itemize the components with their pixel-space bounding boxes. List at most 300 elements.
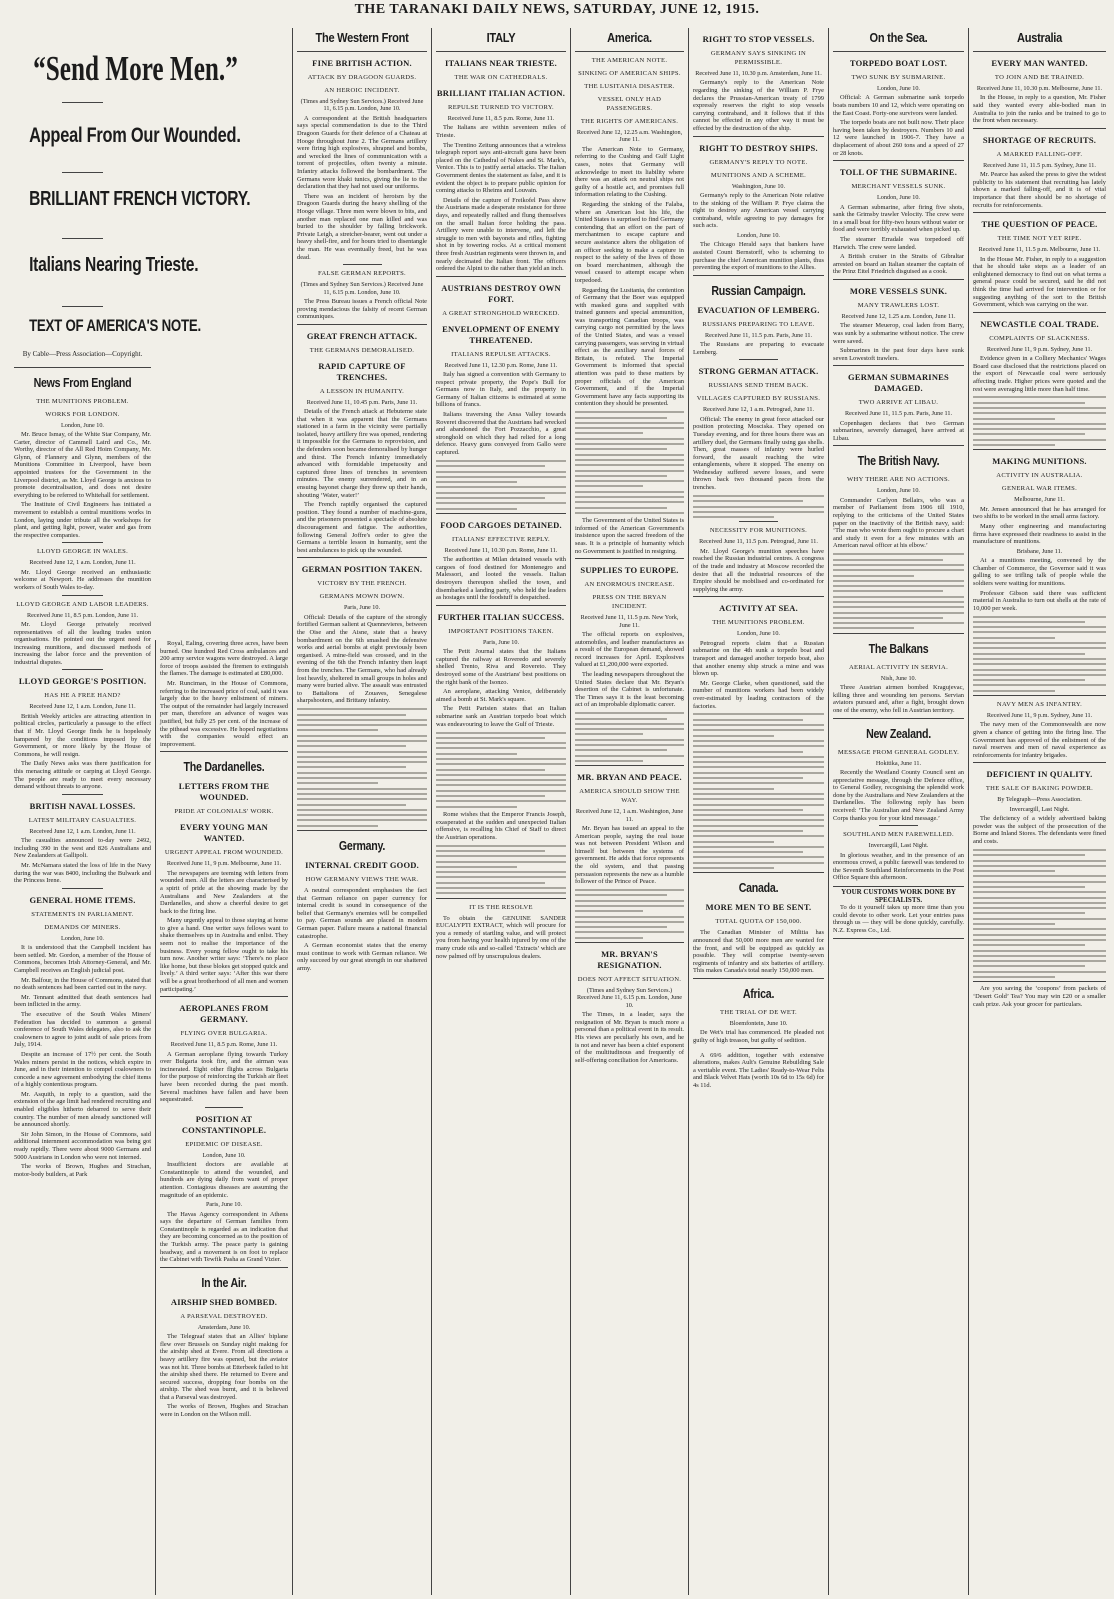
dateline: Received June 11, 10.45 p.m. Paris, June 11. <box>306 398 418 406</box>
illegible-text-line <box>693 777 803 779</box>
illegible-text-line <box>436 465 545 467</box>
subhead: GENERAL WAR ITEMS. <box>1001 485 1078 493</box>
article-paragraph: Germany's reply to the American Note relative to the sinking of the William P. Frye claims the right to destroy any American vessel carrying contraband, while agreeing to pay damages for such acts. <box>693 191 824 230</box>
illegible-text-line <box>575 937 643 939</box>
article-paragraph: Mr. Asquith, in reply to a question, said the extension of the age limit had rendered recruiting and enabled eligibles hitherto debarred to serve their country. The number of men already sanctioned will be announced shortly. <box>14 1090 151 1129</box>
subhead-bold: FOOD CARGOES DETAINED. <box>440 519 562 530</box>
illegible-text-line <box>436 887 566 889</box>
illegible-text-line <box>436 855 566 857</box>
illegible-text-line <box>575 926 667 928</box>
illegible-text-line <box>693 782 824 784</box>
article-paragraph: The works of Brown, Hughes and Strachan were in London on the Wilson mill. <box>160 1403 288 1419</box>
divider <box>436 898 566 899</box>
illegible-text-line <box>833 590 943 592</box>
divider <box>297 830 427 831</box>
illegible-text-line <box>575 475 667 477</box>
article-paragraph: A German aeroplane flying towards Turkey over Bulgaria took fire, and the airman was incinerated. Eight other flights across Bulgaria for the purpose of reinforcing the Turkish air fleet have been recorded during the past month. Several machines have fallen and have been sequestrated. <box>160 1050 288 1104</box>
illegible-text-line <box>297 798 427 800</box>
subhead: TWO SUNK BY SUBMARINE. <box>851 74 946 81</box>
illegible-text-line <box>297 745 406 747</box>
illegible-text-line <box>436 876 566 878</box>
headline-appeal: Appeal From Our Wounded. <box>29 124 241 147</box>
illegible-text-line <box>833 585 964 587</box>
subhead: ITALIANS' EFFECTIVE REPLY. <box>452 535 550 543</box>
illegible-text-line <box>575 480 684 482</box>
subhead: PRESS ON THE BRYAN INCIDENT. <box>592 594 667 611</box>
divider <box>436 51 566 52</box>
illegible-text-line <box>693 766 824 768</box>
article-paragraph: Mr. Jensen announced that he has arranged for two shifts to be worked in the small arms factory. <box>973 505 1106 521</box>
dateline: Bloemfontein, June 10. <box>729 1019 788 1027</box>
illegible-text-line <box>693 751 803 753</box>
headline-send-more-men: “Send More Men.” <box>33 49 238 88</box>
illegible-text-line <box>693 835 824 837</box>
illegible-text-line <box>973 860 1106 862</box>
subhead-bold: ENVELOPMENT OF ENEMY THREATENED. <box>442 323 560 345</box>
article-paragraph: The Daily News asks was there justification for this menacing attitude or carping at Lloyd George. The people are ready to meet every necessary demand without threats to anyone. <box>14 760 151 791</box>
article-paragraph: The authorities at Milan detained vessels with cargoes of food destined for Montenegro and Malessori, and looted the vessels. Italian destroyers thereupon shelled the town, and disembarked a landing party, who held the leaders as hostages until the foodstuff is despatched. <box>436 556 566 602</box>
dateline: Received June 11, 8.5 p.m. London, June 11. <box>26 611 139 619</box>
divider <box>62 172 103 173</box>
article-paragraph: Three Austrian airmen bombed Kragujevac, killing three and wounding ten persons. Servian aviators pursued and, after a fight, brought down one of the enemy, who fell in Austrian territory. <box>833 684 964 714</box>
dateline: Received June 11, 11.5 p.m. Sydney, June 11. <box>983 161 1096 169</box>
subhead: STATEMENTS IN PARLIAMENT. <box>31 910 134 918</box>
byline: By Telegraph—Press Association. <box>997 796 1082 804</box>
subhead: URGENT APPEAL FROM WOUNDED. <box>164 849 284 857</box>
article-paragraph: De Wet's trial has commenced. He pleaded not guilty of high treason, but guilty of sedition. <box>693 1029 824 1044</box>
article-paragraph: Professor Gibson said there was sufficient material in Australia to turn out shells at the rate of 10,000 per week. <box>973 589 1106 612</box>
divider <box>436 605 566 606</box>
illegible-text-line <box>575 916 684 918</box>
divider <box>343 264 382 265</box>
advert-heading: IT IS THE RESOLVE <box>469 903 533 911</box>
dateline: Received June 11, 10.30 p.m. Amsterdam, June 11. <box>695 70 822 77</box>
illegible-text-line <box>693 506 824 508</box>
subhead: A GREAT STRONGHOLD WRECKED. <box>442 309 560 317</box>
dateline: London, June 10. <box>877 85 920 92</box>
subhead: THE AMERICAN NOTE. <box>591 57 668 64</box>
subhead: ITALIANS REPULSE ATTACKS. <box>451 350 551 358</box>
illegible-text-line <box>973 854 1085 856</box>
article-paragraph: The French rapidly organised the captured position. They found a number of machine-guns, and the prisoners presented a spectacle of absolute discouragement and fatigue. The authorities, following General Joffre's order to give the Germans a terrible lesson in humanity, sent the best ambulances to pick up the wounded. <box>297 501 427 554</box>
subhead: PRIDE AT COLONIALS' WORK. <box>174 808 274 816</box>
article-paragraph: The American Note to Germany, referring to the Cushing and Gulf Light cases, notes that Germany will acknowledge to meet its liability where there was an attack on neutral ships not guilty of a hostile act, and promises full information relating to the Cushing. <box>575 145 684 199</box>
illegible-text-line <box>575 894 667 896</box>
dateline: Received June 11, 11.5 p.m. New York, June 11. <box>580 614 679 629</box>
illegible-text-line <box>575 454 684 456</box>
divider <box>833 718 964 719</box>
advert-text: To do it yourself takes up more time than you could devote to other work. Let your entries pass through us — they will be done quickly, carefully. N.Z. Express Co., Ltd. <box>833 904 964 934</box>
divider <box>693 275 824 276</box>
dateline: Nish, June 10. <box>880 674 917 682</box>
illegible-text-line <box>436 779 566 781</box>
divider <box>973 762 1106 763</box>
illegible-text-line <box>436 866 517 868</box>
illegible-text-line <box>436 769 545 771</box>
illegible-text-line <box>436 497 545 499</box>
dateline: Received June 11, 11.5 p.m. Petrograd, June 11. <box>699 538 818 546</box>
subhead: AMERICA SHOULD SHOW THE WAY. <box>579 788 680 805</box>
divider <box>62 888 103 889</box>
divider <box>973 51 1106 52</box>
subhead-bold: AUSTRIANS DESTROY OWN FORT. <box>441 282 561 304</box>
illegible-text-line <box>297 714 406 716</box>
subhead: TO JOIN AND BE TRAINED. <box>994 74 1085 81</box>
article-paragraph: Mr. Lloyd George privately received representatives of all the leading trades union organisations. He pointed out the urgent need for increasing munitions, and discussed methods of increasing the labor force and the prevention of industrial disputes. <box>14 620 151 666</box>
article-paragraph: The deficiency of a widely advertised baking powder was the subject of the prosecution of the Borne and Inland Stores. The defendants were fined and costs. <box>973 815 1106 846</box>
article-paragraph: There was an incident of heroism by the Dragoon Guards during the heavy shelling of the Hooge village. Three men were blown to bits, and another man replaced one man killed and was buried to the shoulder by falling brickwork. Private Leigh, a stretcher-bearer, went out under a heavy shell-fire, and for hours tried to disentangle the man. He was eventually freed, but he was dead. <box>297 192 427 261</box>
article-paragraph: The Canadian Minister of Militia has announced that 50,000 more men are wanted for the front, and will be equipped as quickly as possible. They will comprise twenty-seven regiments of infantry and six batteries of artillery. This makes Canada's total nearly 150,000 men. <box>693 929 824 975</box>
subhead: FALSE GERMAN REPORTS. <box>317 270 407 278</box>
illegible-text-line <box>973 642 1106 644</box>
dateline: Received June 11, 11.5 p.m. Paris, June 11. <box>844 410 953 418</box>
subhead-bold: FINE BRITISH ACTION. <box>312 58 412 68</box>
section-germany: Germany. <box>338 839 386 854</box>
article-paragraph: Mr. George Clarke, when questioned, said the number of munitions workers had been widely over-estimated by leading contractors of the factories. <box>693 679 824 710</box>
illegible-text-line <box>973 971 1106 973</box>
article-paragraph: Copenhagen declares that two German submarines, severely damaged, have arrived at Libau. <box>833 419 964 442</box>
advert-text: To obtain the GENUINE SANDER EUCALYPTI EXTRACT, which will procure for you a remedy of startling value, and will protect you from having your health injured by one of the many crude oils and so-called ‘Extracts’ which are now palmed off by unscrupulous dealers. <box>436 914 566 960</box>
divider <box>833 445 964 446</box>
illegible-text-line <box>693 841 774 843</box>
subhead: GERMANS MOWN DOWN. <box>319 593 405 601</box>
illegible-text-line <box>833 617 943 619</box>
illegible-text-line <box>297 766 406 768</box>
subhead: THE MUNITIONS PROBLEM. <box>36 397 129 405</box>
illegible-text-line <box>693 814 824 816</box>
divider <box>160 751 288 752</box>
divider <box>62 794 103 795</box>
illegible-text-line <box>575 438 684 440</box>
illegible-text-line <box>575 718 667 720</box>
illegible-text-line <box>575 448 667 450</box>
article-paragraph: Mr. Runciman, in the House of Commons, referring to the increased price of coal, said it was largely due to the heavy enlistment of miners. The output of the remainder had largely increased per man, therefore an advance of wages was justified, but fully 25 per cent. of the increase of the pithead was excessive. He hoped negotiations with the companies would effect an improvement. <box>160 679 288 748</box>
illegible-text-line <box>436 850 545 852</box>
subhead: ATTACK BY DRAGOON GUARDS. <box>307 74 417 81</box>
divider <box>973 981 1106 982</box>
subhead: DEMANDS OF MINERS. <box>44 923 121 931</box>
illegible-text-line <box>575 910 643 912</box>
column-header-australia: Australia <box>1017 30 1062 45</box>
article-paragraph: In the House Mr. Fisher, in reply to a suggestion that he should take steps as a leader of an enlightened democracy to find out on what terms a general peace could be secured, said he did not think the time had arrived for intervention or for suggesting anything of the sort to the British Government, which was carrying on the war. <box>973 255 1106 309</box>
article-paragraph: Recently the Westland County Council sent an appreciative message, through the Defence office, to General Godley, recognising the splendid work done by the Australians and New Zealanders at the Dardanelles. The following reply has been received: ‘The Australian and New Zealand Army Corps thanks you for your kind message.’ <box>833 768 964 822</box>
section-canada: Canada. <box>738 881 779 896</box>
subhead-bold: LLOYD GEORGE'S POSITION. <box>18 676 147 687</box>
illegible-text-line <box>436 790 566 792</box>
subhead-bold: RIGHT TO STOP VESSELS. <box>702 34 815 44</box>
dateline: Received June 11, 9 p.m. Sydney, June 11. <box>986 345 1093 353</box>
dateline: (Times and Sydney Sun Services.) Received June 11, 6.15 p.m. London, June 10. <box>300 98 424 113</box>
divider <box>739 1048 778 1049</box>
subhead-bold: MR. BRYAN AND PEACE. <box>577 772 682 783</box>
subhead: AN HEROIC INCIDENT. <box>324 87 400 94</box>
dateline: Received June 11, 8.5 p.m. Rome, June 11. <box>447 115 555 122</box>
subhead: WORKS FOR LONDON. <box>45 410 120 418</box>
subhead: LLOYD GEORGE IN WALES. <box>36 548 129 556</box>
illegible-text-line <box>973 907 1106 909</box>
illegible-text-line <box>297 819 427 821</box>
subhead: VILLAGES CAPTURED BY RUSSIANS. <box>696 395 821 403</box>
illegible-text-line <box>436 806 517 808</box>
dateline: Received June 12, 1 a.m. London, June 11. <box>29 703 136 711</box>
article-paragraph: Sir John Simon, in the House of Commons, said additional internment accommodation was being got ready rapidly. There were about 9000 Germans and 5000 Austrians in London who were not interned. <box>14 1130 151 1161</box>
subhead: EPIDEMIC OF DISEASE. <box>185 1140 263 1148</box>
illegible-text-line <box>297 761 427 763</box>
article-paragraph: Mr. Pearce has asked the press to give the widest publicity to his statement that recruiting has lately shown a marked falling-off, and it is of vital importance that there should be no shortage of recruits for reinforcements. <box>973 171 1106 209</box>
illegible-text-line <box>436 471 566 473</box>
article-paragraph: Rome wishes that the Emperor Francis Joseph, exasperated at the sudden and unexpected Italian offensive, is recalling his Chief of Staff to direct the Austrian operations. <box>436 810 566 841</box>
subhead: COMPLAINTS OF SLACKNESS. <box>989 334 1090 342</box>
article-paragraph: British Weekly articles are attracting attention in political circles, particularly a passage to the effect that if Mr. Lloyd George finds he is hopelessly hampered by the conditions imposed by the Government, or more likely by the House of Commons, he will resign. <box>14 712 151 758</box>
illegible-text-line <box>436 845 566 847</box>
subhead-bold: DEFICIENT IN QUALITY. <box>986 769 1093 780</box>
article-paragraph: A British cruiser in the Straits of Gibraltar arrested on board an Italian steamer the captain of the Prinz Eitel Friedrich disguised as a cook. <box>833 253 964 276</box>
dateline: Received June 12, 1 a.m. London, June 11. <box>29 827 136 835</box>
illegible-text-line <box>693 729 824 731</box>
section-in-the-air: In the Air. <box>201 1275 247 1290</box>
advert-text: Are you saving the ‘coupons’ from packets of ‘Desert Gold’ Tea? You may win £20 or a smaller cash prize. Ask your grocer for particulars. <box>973 985 1106 1008</box>
column-2 <box>155 640 292 1595</box>
subhead-bold: LETTERS FROM THE WOUNDED. <box>178 781 270 803</box>
illegible-text-line <box>575 744 684 746</box>
article-paragraph: The Government of the United States is informed of the American Government's insistence upon the sacred freedom of the seas. It is a principle of humanity which no Government is justified in resigning. <box>575 517 684 555</box>
subhead: MERCHANT VESSELS SUNK. <box>851 183 946 191</box>
article-paragraph: The casualties announced to-day were 2492, including 390 in the west and 826 Australians and New Zealanders at Gallipoli. <box>14 837 151 860</box>
subhead: HOW GERMANY VIEWS THE WAR. <box>305 876 419 884</box>
illegible-text-line <box>297 719 427 721</box>
dateline: (Times and Sydney Sun Services.) Received June 11, 6.15 p.m. London, June 10. <box>300 281 424 296</box>
illegible-text-line <box>693 846 824 848</box>
subhead: GERMANY SAYS SINKING IN PERMISSIBLE. <box>710 50 807 66</box>
illegible-text-line <box>436 481 517 483</box>
illegible-text-line <box>575 749 667 751</box>
divider <box>973 449 1106 450</box>
dateline: Received June 11, 11.5 p.m. Paris, June 11. <box>704 331 813 339</box>
illegible-text-line <box>973 412 1106 414</box>
column-5 <box>570 28 688 1595</box>
illegible-text-line <box>297 793 427 795</box>
illegible-text-line <box>833 612 964 614</box>
illegible-text-line <box>297 724 427 726</box>
illegible-text-line <box>693 804 824 806</box>
illegible-text-line <box>693 851 803 853</box>
illegible-text-line <box>833 564 964 566</box>
illegible-text-line <box>436 882 545 884</box>
illegible-text-line <box>833 569 964 571</box>
section-british-navy: The British Navy. <box>857 454 940 469</box>
illegible-text-line <box>973 423 1106 425</box>
masthead: THE TARANAKI DAILY NEWS, SATURDAY, JUNE 12, 1915. <box>354 2 760 17</box>
dateline: Paris, June 10. <box>343 604 381 612</box>
illegible-text-line <box>973 891 1106 893</box>
dateline: London, June 10. <box>202 1151 246 1159</box>
illegible-text-line <box>436 737 545 739</box>
subhead-bold: RAPID CAPTURE OF TRENCHES. <box>318 360 406 382</box>
illegible-text-line <box>693 719 803 721</box>
illegible-text-line <box>436 508 517 510</box>
subhead-bold: GENERAL HOME ITEMS. <box>29 894 136 905</box>
illegible-text-line <box>693 500 803 502</box>
dateline: London, June 10. <box>737 231 780 239</box>
byline: By Cable—Press Association—Copyright. <box>22 350 143 358</box>
illegible-text-line <box>973 902 1106 904</box>
illegible-text-line <box>693 516 774 518</box>
subhead-bold: NEWCASTLE COAL TRADE. <box>980 318 1099 329</box>
illegible-text-line <box>833 596 964 598</box>
illegible-text-line <box>436 800 566 802</box>
advert-title: YOUR CUSTOMS WORK DONE BY SPECIALISTS. <box>841 887 956 904</box>
illegible-text-line <box>297 825 378 827</box>
illegible-text-line <box>973 960 1106 962</box>
article-paragraph: Details of the French attack at Hebuterne state that when it was apparent that the Germans stationed in a farm in the vicinity were partially isolated, heavy artillery fire was opened, rendering it impossible for the Germans to reprovision, and the defenders soon became demoralised by hunger and thirst. The French infantry immediately advanced with formidable impetuosity and captured three lines of trenches in seventeen minutes. The enemy surrendered, and in an ensuing bayonet charge they threw up their hands, shouting ‘Water, water!’ <box>297 408 427 499</box>
subhead-bold: MORE VESSELS SUNK. <box>849 285 948 296</box>
illegible-text-line <box>693 772 824 774</box>
dateline: Received June 11, 9 p.m. Melbourne, June 11. <box>166 860 282 868</box>
subhead: THE RIGHTS OF AMERICANS. <box>580 118 679 125</box>
article-paragraph: The Petit Journal states that the Italians captured the railway at Roveredo and severely shelled Trento, Riva and Rovereto. They destroyed some of the Austrians' best positions on the right bank of the Isonzo. <box>436 648 566 686</box>
subhead: THE GERMANS DEMORALISED. <box>309 346 415 354</box>
illegible-text-line <box>973 955 1106 957</box>
divider <box>693 136 824 137</box>
illegible-text-line <box>973 428 1106 430</box>
subhead: THE LUSITANIA DISASTER. <box>584 83 675 90</box>
illegible-text-line <box>436 861 566 863</box>
article-paragraph: A German submarine, after firing five shots, sank the Grimsby trawler Velocity. The crew were in a small boat for fifty-two hours without water or food and were terribly exhausted when picked up. <box>833 203 964 234</box>
illegible-text-line <box>973 849 1106 851</box>
dateline: Received June 12, 1 a.m. Petrograd, June 11. <box>702 406 815 414</box>
article-paragraph: Evidence given in a Colliery Mechanics' Wages Board case disclosed that the restrictions placed on the export of Newcastle coal were seriously affecting trade. Higher prices were quoted and the rest were averaging little more than half time. <box>973 355 1106 393</box>
subhead: MUNITIONS AND A SCHEME. <box>710 171 807 179</box>
illegible-text-line <box>575 507 667 509</box>
illegible-text-line <box>575 411 684 413</box>
subhead: THE WAR ON CATHEDRALS. <box>454 74 548 81</box>
headline-americas-note: TEXT OF AMERICA'S NOTE. <box>29 316 201 335</box>
dateline: Brisbane, June 11. <box>1016 547 1063 555</box>
article-paragraph: The Institute of Civil Engineers has initiated a movement to establish a central munitions works in London, laying under tribute all the workshops for plant, and getting light, power, water and gas from the respective companies. <box>14 501 151 539</box>
subhead-bold: TORPEDO BOAT LOST. <box>849 58 948 68</box>
dateline: Received June 12, 1 a.m. London, June 11. <box>29 559 136 567</box>
dateline: Invercargill, Last Night. <box>868 842 929 850</box>
article-paragraph: Petrograd reports claim that a Russian submarine on the 4th sunk a torpedo boat and transport and damaged another torpedo boat, also that another enemy ship struck a mine and was blown up. <box>693 639 824 678</box>
subhead: A PARSEVAL DESTROYED. <box>180 1312 268 1320</box>
illegible-text-line <box>575 712 684 714</box>
illegible-text-line <box>833 627 914 629</box>
subhead: THE SALE OF BAKING POWDER. <box>985 785 1094 793</box>
illegible-text-line <box>575 723 684 725</box>
article-paragraph: At a munitions meeting, convened by the Chamber of Commerce, the Governor said it was galling to see trifling talk of people while the soldiers were waiting for munitions. <box>973 557 1106 587</box>
illegible-text-line <box>693 809 803 811</box>
illegible-text-line <box>575 417 667 419</box>
illegible-text-line <box>575 501 684 503</box>
illegible-text-line <box>436 747 566 749</box>
subhead: WHY THERE ARE NO ACTIONS. <box>847 476 950 484</box>
illegible-text-line <box>973 621 1085 623</box>
divider <box>973 312 1106 313</box>
article-paragraph: Submarines in the past four days have sunk seven Lowestoft trawlers. <box>833 347 964 362</box>
illegible-text-line <box>973 928 1106 930</box>
subhead-bold: TOLL OF THE SUBMARINE. <box>839 167 958 178</box>
subhead: ACTIVITY IN AUSTRALIA. <box>996 472 1083 480</box>
subhead-bold: EVACUATION OF LEMBERG. <box>697 304 820 315</box>
article-paragraph: The Italians are within seventeen miles of Trieste. <box>436 124 566 139</box>
dateline: Received June 11, 10.30 p.m. Melbourne, June 11. <box>976 85 1103 92</box>
illegible-text-line <box>436 502 566 504</box>
article-paragraph: In glorious weather, and in the presence of an enormous crowd, a public farewell was tendered to the Seventh Southland Reinforcements in the Post Office Square this afternoon. <box>833 851 964 882</box>
divider <box>205 1107 243 1108</box>
subhead-bold: GREAT FRENCH ATTACK. <box>306 330 418 341</box>
illegible-text-line <box>436 892 566 894</box>
dateline: Received June 11, 10.30 p.m. Rome, June 11. <box>444 546 558 554</box>
divider <box>62 542 103 543</box>
illegible-text-line <box>973 669 1106 671</box>
illegible-text-line <box>973 402 1085 404</box>
article-paragraph: An aeroplane, attacking Venice, deliberately aimed a bomb at St. Mark's square. <box>436 688 566 703</box>
illegible-text-line <box>693 793 824 795</box>
column-8 <box>968 28 1110 1595</box>
article-paragraph: Italy has signed a convention with Germany to respect private property, the Pope's Bull for Germans now in Italy, and the property in Germany of Italian citizens is estimated at some billions of francs. <box>436 371 566 409</box>
article-paragraph: The steamer Meuerop, coal laden from Barry, was sunk by a submarine without notice. The crew were saved. <box>833 322 964 345</box>
illegible-text-line <box>436 795 545 797</box>
illegible-text-line <box>297 809 427 811</box>
dateline: Received June 12, 12.25 a.m. Washington, June 11. <box>576 129 683 144</box>
illegible-text-line <box>693 740 824 742</box>
illegible-text-line <box>973 663 1106 665</box>
newspaper-page <box>10 20 1110 1595</box>
illegible-text-line <box>833 580 964 582</box>
dateline: Received June 11, 9 p.m. Sydney, June 11. <box>986 712 1093 720</box>
subhead: SINKING OF AMERICAN SHIPS. <box>578 70 681 77</box>
article-paragraph: In the House, in reply to a question, Mr. Fisher said they wanted every able-bodied man in Australia to join the ranks and be trained to go to the front when necessary. <box>973 94 1106 125</box>
divider <box>693 872 824 873</box>
illegible-text-line <box>575 900 684 902</box>
section-africa: Africa. <box>742 986 775 1001</box>
dateline: London, June 10. <box>877 194 920 202</box>
article-paragraph: A German economist states that the enemy must continue to work with German reliance. We only succeed by our great strength in our shattered army. <box>297 942 427 972</box>
illegible-text-line <box>575 427 684 429</box>
illegible-text-line <box>297 777 427 779</box>
section-dardanelles: The Dardanelles. <box>183 760 265 775</box>
illegible-text-line <box>575 739 684 741</box>
divider <box>973 212 1106 213</box>
illegible-text-line <box>575 760 643 762</box>
article-paragraph: The Press Bureau issues a French official Note proving mendacious the falsity of recent German communiques. <box>297 297 427 321</box>
illegible-text-line <box>436 763 566 765</box>
illegible-text-line <box>973 934 1106 936</box>
article-paragraph: Official: Details of the capture of the strongly fortified German salient at Quennevieres, between the Oise and the Aisne, state that a heavy bombardment on the 6th smashed the defensive works and aerial bombs at eight previously been organised. A mine-field was crossed, and in the evening of the 6th the French infantry then leapt from the trenches. The Germans, who had already lost heavily, sheltered in small groups in holes and many were buried alive. The assault was entrusted to Battalions of Zouaves, Senegalese sharpshooters, and Brittany infantry. <box>297 613 427 705</box>
dateline: Paris, June 10. <box>482 638 520 646</box>
illegible-text-line <box>973 886 1085 888</box>
article-paragraph: Regarding the sinking of the Falaba, where an American lost his life, the United States is surprised to find Germany contending that an effort on the part of merchantmen to escape capture and secure assistance alters the obligation of an officer seeking to make a capture in respect to the safety of the lives of those on board merchantmen, although the vessel ceased to attempt escape when torpedoed. <box>575 200 684 284</box>
subhead-bold: MAKING MUNITIONS. <box>992 456 1087 467</box>
illegible-text-line <box>436 774 566 776</box>
illegible-text-line <box>693 862 824 864</box>
divider <box>62 102 103 103</box>
subhead: A MARKED FALLING-OFF. <box>996 150 1083 158</box>
divider <box>739 521 778 522</box>
article-paragraph: The newspapers are teeming with letters from wounded men. All the letters are characterised by a spirit of pride at the showing made by the Australians and New Zealanders at the Dardanelles, and show a cheerful desire to get back to the firing line. <box>160 869 288 915</box>
illegible-text-line <box>693 511 824 513</box>
section-russian-campaign: Russian Campaign. <box>711 283 806 298</box>
illegible-text-line <box>973 396 1106 398</box>
article-paragraph: Commander Carlyon Bellairs, who was a member of Parliament from 1906 till 1910, replying to the criticisms of the United States paper on the inactivity of the British navy, said: ‘The man who wrote them ought to procure a chart and study it even for a few minutes with an American naval officer at his elbow.’ <box>833 496 964 550</box>
illegible-text-line <box>575 459 684 461</box>
illegible-text-line <box>436 476 566 478</box>
advert-text: A 69/6 addition, together with extensive alterations, makes Ault's Genuine Rebuilding Sale a veritable event. The Ladies' Ready-to-Wear Felts and Black Velvet Hats (worth 10s 6d to 15s 6d) for 4s 11d. <box>693 1051 824 1089</box>
article-paragraph: The works of Brown, Hughes and Strachan, motor-body builders, at Park <box>14 1163 151 1178</box>
illegible-text-line <box>575 755 684 757</box>
subhead-bold: BRILLIANT ITALIAN ACTION. <box>436 88 566 98</box>
dateline: Invercargill, Last Night. <box>1009 805 1070 813</box>
